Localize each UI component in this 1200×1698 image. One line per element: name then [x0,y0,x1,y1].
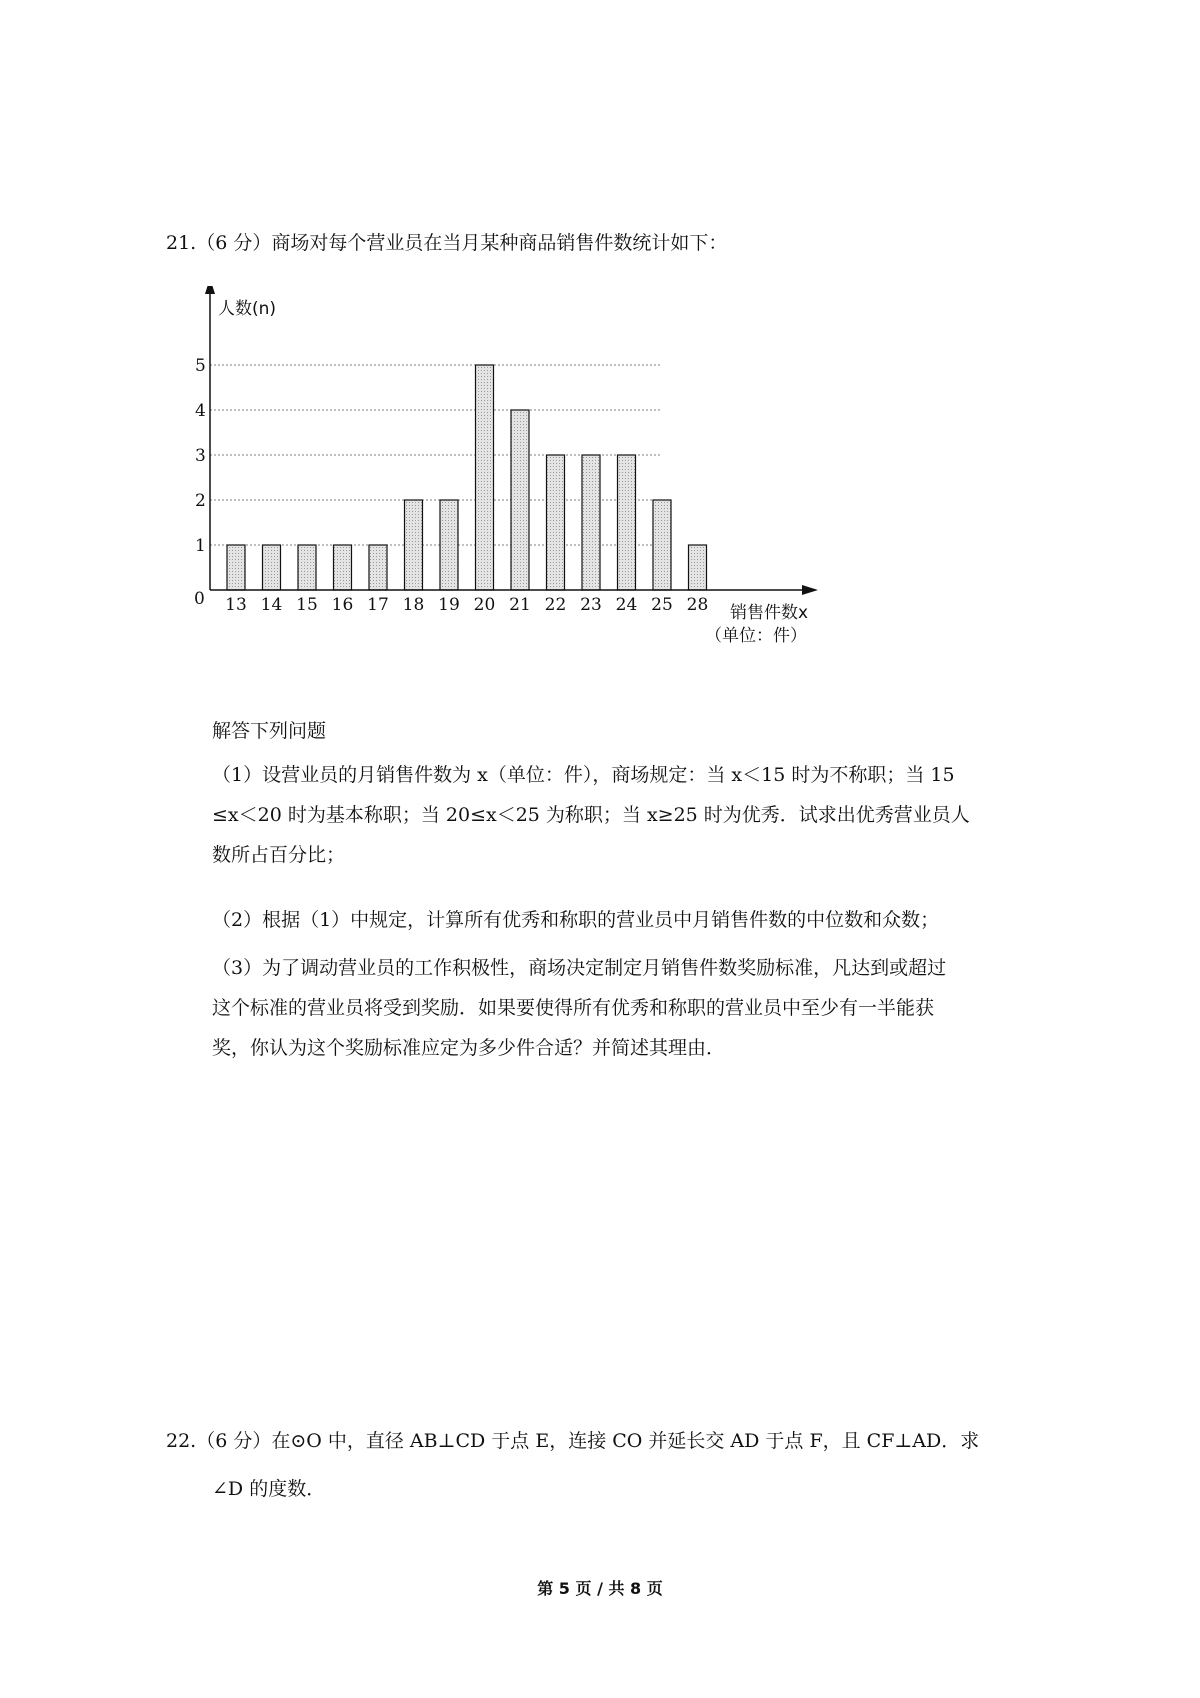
x-axis-arrow [802,585,818,595]
x-tick-label-20: 20 [473,595,496,615]
bar-24 [618,455,636,590]
bar-22 [547,455,565,590]
x-tick-label-25: 25 [651,595,673,615]
q21-part1 [212,755,1032,875]
q21-part3 [212,948,1032,1068]
x-tick-label-19: 19 [438,595,460,615]
q21-number: 21. [166,232,197,254]
sales-bar-chart [190,286,850,646]
q21-part1-line3: 数所占百分比； [212,844,346,866]
x-tick-label-18: 18 [402,595,425,615]
page-footer: 第 5 页 / 共 8 页 [537,1579,663,1598]
bar-16 [334,545,352,590]
q21-part3-line3: 奖，你认为这个奖励标准应定为多少件合适？并简述其理由． [212,1037,726,1059]
y-tick-label-5: 5 [195,356,206,376]
q21-intro: 解答下列问题 [212,720,327,742]
y-tick-label-4: 4 [195,401,206,421]
x-tick-label-15: 15 [296,595,318,615]
y-axis-arrow [205,286,215,294]
x-tick-label-21: 21 [509,595,531,615]
origin-label: 0 [194,589,205,609]
y-tick-label-1: 1 [195,536,206,556]
q21-part2-line: （2）根据（1）中规定，计算所有优秀和称职的营业员中月销售件数的中位数和众数； [212,909,940,931]
q22-line2: ∠D 的度数． [212,1478,326,1500]
x-axis-title: 销售件数x [730,603,809,623]
bars [227,365,707,590]
bar-14 [263,545,281,590]
bar-20 [476,365,494,590]
x-tick-label-23: 23 [580,595,602,615]
q21-part3-line2: 这个标准的营业员将受到奖励．如果要使得所有优秀和称职的营业员中至少有一半能获 [212,997,935,1019]
q21-part2 [212,900,1032,940]
q21-prefix: （6 分）商场对每个营业员在当月某种商品销售件数统计如下： [196,232,728,254]
y-axis-title: 人数(n) [218,299,277,319]
bar-25 [653,500,671,590]
x-axis-unit: （单位：件） [705,626,807,646]
x-tick-label-14: 14 [260,595,283,615]
x-tick-label-28: 28 [686,595,709,615]
q21-part1-line1: （1）设营业员的月销售件数为 x（单位：件），商场规定：当 x＜15 时为不称职；当 15 [212,764,955,786]
bar-28 [689,545,707,590]
bar-21 [511,410,529,590]
bar-17 [369,545,387,590]
x-tick-label-22: 22 [544,595,567,615]
bar-15 [298,545,316,590]
x-tick-label-17: 17 [367,595,389,615]
bar-13 [227,545,245,590]
y-tick-label-3: 3 [195,446,206,466]
x-tick-label-13: 13 [225,595,247,615]
q21-header [166,234,727,253]
q21-part3-line1: （3）为了调动营业员的工作积极性，商场决定制定月销售件数奖励标准，凡达到或超过 [212,957,947,979]
bar-18 [405,500,423,590]
y-tick-label-2: 2 [195,491,206,511]
q22-line1: 22.（6 分）在⊙O 中，直径 AB⊥CD 于点 E，连接 CO 并延长交 AD 于点 F，且 CF⊥AD．求 [166,1430,980,1452]
x-tick-label-24: 24 [615,595,638,615]
x-tick-label-16: 16 [331,595,354,615]
bar-19 [440,500,458,590]
q21-part1-line2: ≤x＜20 时为基本称职；当 20≤x＜25 为称职；当 x≥25 时为优秀．试求出优秀营业员人 [212,804,970,826]
bar-23 [582,455,600,590]
